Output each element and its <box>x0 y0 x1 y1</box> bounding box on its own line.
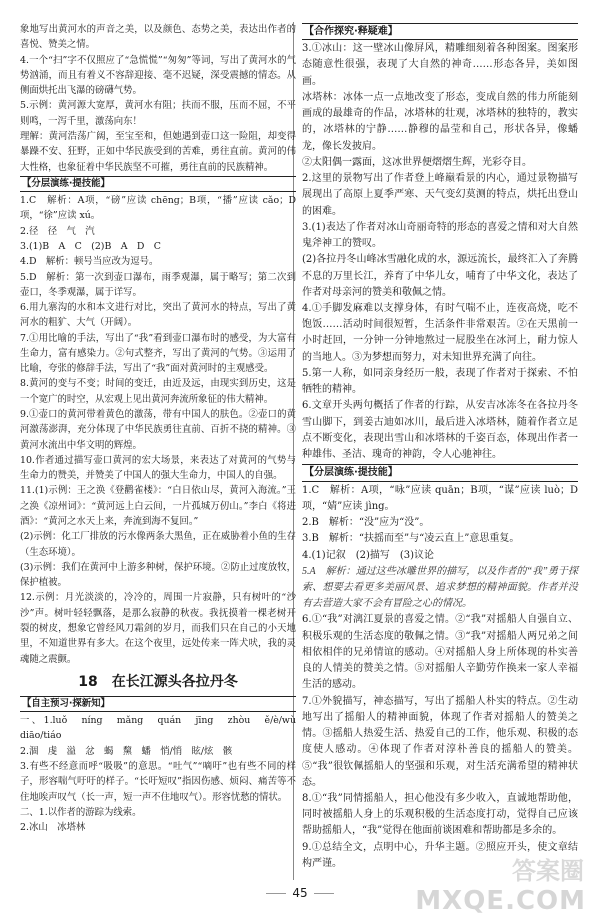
watermark-url: MXQE.COM <box>415 886 586 916</box>
answer-item: 2.B 解析：“没”应为“没”。 <box>302 517 430 529</box>
answer-item: 7.①外貌描写，神态描写，写出了摇船人朴实的特点。②生动地写出了摇船人的精神面貌，体现了作者对摇船人的赞美之情。③摇船人热爱生活、热爱自己的工作，他乐观、积极的态度使人感动。④体现了作者对淳朴善良的摇船人的赞美。⑤“我”很钦佩摇船人的坚强和乐观，对生活充满希望的精神状态。 <box>302 695 578 788</box>
answer-item: 6.文章开头两句概括了作者的行踪，从安吉冰冻冬在各拉丹冬雪山脚下，到姜古迪如冰川，最后进入冰塔林，随着作者立足点不断变化，表现出雪山和冰塔林的千姿百态，体现出作者一种雄伟、圣洁、瑰奇的神韵，令人心驰神往。 <box>302 400 578 461</box>
answer-item: 3.①冰山：这一壁冰山像屏风，精雕细刻着各种图案。图案形态随意性很强，表现了大自然的神奇……形态各异，美如图画。 <box>302 43 578 87</box>
answer-item: 9.①壶口的黄河带着黄色的激荡，带有中国人的肤色。②壶口的黄河激荡澎湃，充分体现了中华民族勇往直前、百折不挠的精神。③黄河水流出中华文明的辉煌。 <box>20 409 296 451</box>
text-line: 理解：黄河浩荡广阔，至宝至和，但她遇到壶口这一险阻，却变得暴躁不安、狂野，正如中华民族受到的苦难，勇往直前。黄河的伟大性格，也象征着中华民族坚不可摧，勇往直前的民族精神。 <box>20 130 296 173</box>
answer-item: 1.C 解析：A项，“咏”应读 quān；B项，“谋”应读 luò；D项，“婧”应读 jìng。 <box>302 484 578 512</box>
answer-item: (2)示例：化工厂排放的污水像两条大黑鱼，正在威胁着小鱼的生存（生态环境）。 <box>20 531 296 558</box>
answer-item: 8.①“我”同情摇船人，担心他没有多少收入，直诚地帮助他，同时被摇船人身上的乐观积极的生活态度打动，觉得自己应该帮助摇船人，“我”觉得在他面前谈困难和帮助都是多余的。 <box>302 793 578 837</box>
section-header: 【自主预习·探新知】 <box>20 696 296 712</box>
answer-item: 2.涸 虔 溢 忿 蝎 黧 蟠 悄/悄 眩/炫 骸 <box>20 745 233 757</box>
answer-item: 4.①手脚发麻难以支撑身体，有时气喘不止，连夜高烧，吃不饱饭……活动时间很短暂，生活条件非常艰苦。②在天黑前一小时赶回，一分钟一分钟地熬过一屁股坐在冰河上，耐力惊人的当地人。③为梦想而努力，对未知世界充满了向往。 <box>302 302 578 363</box>
answer-item: 4.一个“扫”字不仅照应了“急慌慌”“匆匆”等词，写出了黄河水的气势汹涌，而且有着义不容辞迎接、毫不迟疑，深受震撼的情态。从侧面烘托出飞瀑的磅礴气势。 <box>20 54 296 97</box>
answer-item: 2.这里的景物写出了作者登上峰巅看景的内心，通过景物描写展现出了高原上夏季严寒、天气变幻莫测的特点，烘托出登山的困难。 <box>302 173 578 217</box>
handwritten-answer: 5.A 解析：通过这些冰雕世界的描写，以及作者的“我”勇于探索、想要去看更多美丽风景、追求梦想的精神面貌。作者并没有去营造大家不会有冒险之心的情况。 <box>302 565 578 610</box>
answer-item: 冰塔林：冰体一点一点地改变了形态，变成自然的伟力所能刻画成的最雄奇的作品，冰塔林的壮观，冰塔林的独特的，教实的，冰塔林的宁静……静穆的晶莹和自己，形状各异，像蟠龙，像长发披肩。 <box>302 91 578 152</box>
answer-item: 一、1.luǒ níng mǎng quán jīng zhòu ě/è/wù diāo/tiáo <box>20 715 306 742</box>
answer-item: 10.作者通过描写壶口黄河的宏大场景，来表达了对黄河的气势与生命力的赞美，并赞美了中国人的强大生命力，中国人的自强。 <box>20 454 296 482</box>
answer-item: 3.B 解析：“扶摇而至”与“凌云直上”意思重复。 <box>302 533 520 545</box>
left-column <box>20 22 306 835</box>
answer-item: 9.①总结全文，点明中心，升华主题。②照应开头，使文章结构严谨。 <box>302 841 578 869</box>
answer-item: 3.(1)B A C (2)B A D C <box>20 240 161 252</box>
section-header: 【合作探究·释疑难】 <box>302 23 578 40</box>
answer-item: 12.示例：月光淡淡的，冷冷的，周围一片寂静，只有树叶的“沙沙”声。树叶轻轻飘落，是那么寂静的秋夜。我抚摸着一棵老树开裂的树皮，想象它曾经风刀霜剑的岁月，而我们只在自己的小天地里，不知道世界有多大。在这个夜里，远处传来一阵犬吠，我的灵魂随之震颤。 <box>20 592 296 665</box>
answer-item: 3.(1)表达了作者对冰山奇丽奇特的形态的喜爱之情和对大自然鬼斧神工的赞叹。 <box>302 221 578 250</box>
section-header: 【分层演练·提技能】 <box>20 176 296 192</box>
answer-item: 4.(1)记叙 (2)描写 (3)议论 <box>302 549 435 561</box>
page-number-rule-left <box>266 893 286 894</box>
section-header: 【分层演练·提技能】 <box>302 464 578 481</box>
lesson-title: 18 在长江源头各拉丹冬 <box>78 673 238 690</box>
answer-item: 2.冰山 冰塔林 <box>20 822 86 834</box>
answer-item: 6.用九寨沟的水和本文进行对比，突出了黄河水的特点，写出了黄河水的粗犷、大气（开阔）。 <box>20 302 296 329</box>
answer-item: 2.径 径 气 汽 <box>20 225 95 237</box>
answer-item: 7.①用比喻的手法，写出了“我”看到壶口瀑布时的感受，为大富有生命力，富有感染力。②句式整齐，写出了黄河的气势。③运用了比喻，夸张的修辞手法，写出了“我”面对黄河时的主观感受。 <box>20 332 296 375</box>
answer-item: ②太阳偶一露面，这冰世界便熠熠生辉，光彩夺目。 <box>302 156 532 168</box>
answer-item: 5.第一人称，如同亲身经历一般，表现了作者对于探索、不怕牺牲的精神。 <box>302 367 578 396</box>
answer-item: (2)各拉丹冬山峰冰雪融化成的水，源远流长，最终汇入了奔腾不息的万里长江，养育了中华儿女，哺育了中华文化，表达了作者对母亲河的赞美和敬佩之情。 <box>302 254 578 298</box>
right-column <box>302 22 578 872</box>
page-number-rule-right <box>314 893 334 894</box>
answer-item: 6.①“我”对漓江夏景的喜爱之情。②“我”对摇船人自强自立、积极乐观的生活态度的敬佩之情。③“我”对摇船人两兄弟之间相依相伴的兄弟情谊的感动。④对摇船人身上所体现的朴实善良的人情美的赞美之情。⑤对摇船人辛勤劳作换来一家人幸福生活的感动。 <box>302 614 578 691</box>
page-number-text: 45 <box>292 886 308 900</box>
answer-item: 5.示例：黄河源大宽厚，黄河水有阻；扶而不服，压而不屈，不平则鸣，一泻千里，激荡向东！ <box>20 100 296 127</box>
answer-item: 3.有些不经意而呼“吸吸”的意思。“吐气”“嘀吁”也有些不同的样子，形容喘气吁吁的样子。“长吁短叹”指因伤感、烦闷、痛苦等不住地唉声叹气（长一声，短一声不住地叹气）。形容忧愁的情状。 <box>20 760 296 803</box>
answer-item: 4.D 解析：顿号当应改为逗号。 <box>20 256 159 268</box>
answer-item: 8.黄河的变与不变；时间的变迁，由近及远，由现实到历史，这是一个宽广的时空，从宏观上见出黄河奔流所象征的伟大精神。 <box>20 378 296 405</box>
watermark-logo: 答案圈 <box>512 857 584 885</box>
answer-item: (3)示例：我们在黄河中上游多种树，保护环境。②防止过度放牧，保护植被。 <box>20 561 296 589</box>
text-line: 象地写出黄河水的声音之美，以及颜色、态势之美，表达出作者的喜悦、赞美之情。 <box>20 24 296 51</box>
answer-item: 5.D 解析：第一次到壶口瀑布，雨季观瀑，属于略写；第二次到壶口，冬季观瀑，属于详写。 <box>20 271 296 298</box>
answer-item: 二、1.以作者的游踪为线索。 <box>20 806 142 818</box>
answer-item: 1.C 解析：A项，“磅”应读 chēng；B项，“播”应读 cǎo；D项，“徐”应读 xú。 <box>20 195 296 222</box>
answer-item: 11.(1)示例：王之涣《登鹳雀楼》：“白日依山尽，黄河入海流。”王之涣《凉州词》：“黄河远上白云间，一片孤城万仞山。”李白《将进酒》：“黄河之水天上来，奔流到海不复回。” <box>20 485 296 527</box>
